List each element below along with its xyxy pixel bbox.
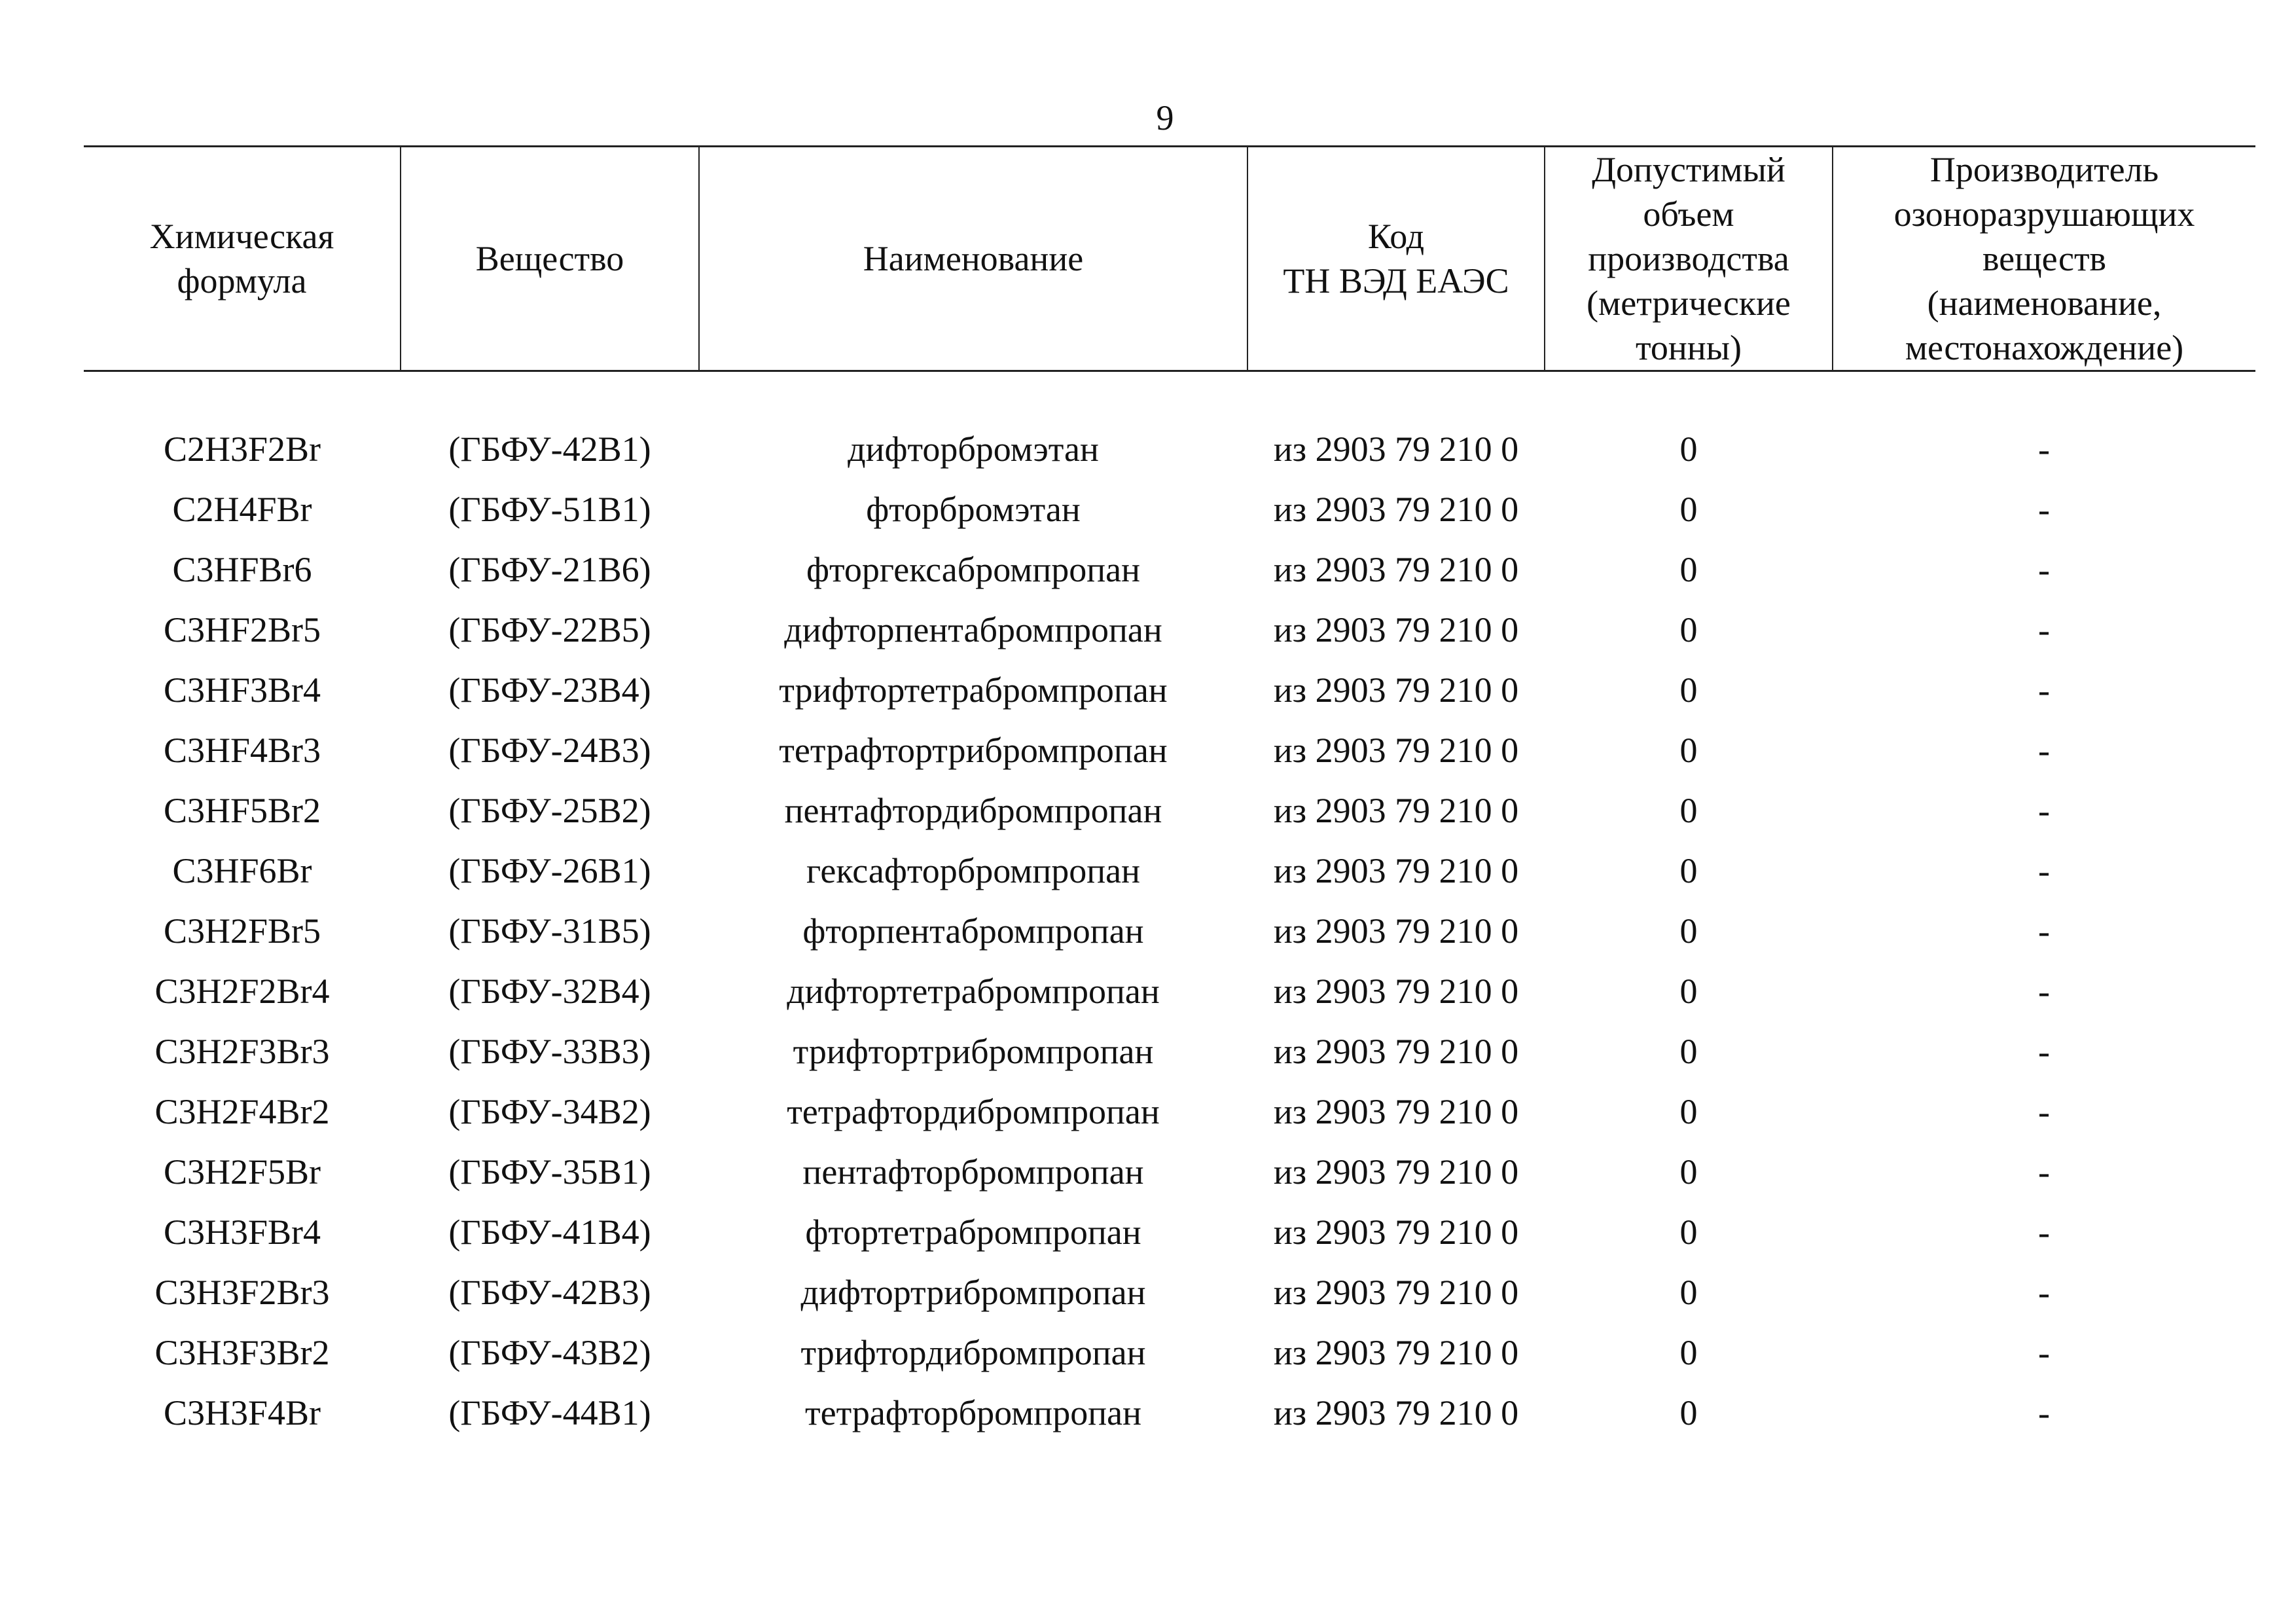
cell-code: из 2903 79 210 0 xyxy=(1273,911,1519,951)
cell-substance: (ГБФУ-44В1) xyxy=(448,1393,651,1432)
cell-code: из 2903 79 210 0 xyxy=(1273,429,1519,469)
cell-code: из 2903 79 210 0 xyxy=(1273,1393,1519,1432)
cell-substance: (ГБФУ-42В3) xyxy=(448,1273,651,1312)
cell-volume: 0 xyxy=(1679,731,1698,770)
table-row xyxy=(84,901,2255,961)
cell-producer: - xyxy=(2038,670,2050,710)
cell-volume: 0 xyxy=(1679,490,1698,529)
cell-volume: 0 xyxy=(1679,1152,1698,1192)
header-volume-label: Допустимый объем производства (метрические тонны) xyxy=(1587,150,1791,367)
substances-table xyxy=(84,145,2255,1443)
table-row xyxy=(84,1142,2255,1202)
cell-name: фторпентабромпропан xyxy=(802,911,1144,951)
header-producer-label: Производитель озоноразрушающих веществ (наименование, местонахождение) xyxy=(1893,150,2195,367)
cell-name: фторгексабромпропан xyxy=(806,550,1141,589)
cell-volume: 0 xyxy=(1679,851,1698,890)
cell-name: тетрафтордибромпропан xyxy=(787,1092,1160,1131)
cell-code: из 2903 79 210 0 xyxy=(1273,610,1519,649)
cell-producer: - xyxy=(2038,1333,2050,1372)
cell-producer: - xyxy=(2038,851,2050,890)
cell-formula: C3H2F4Br2 xyxy=(154,1092,330,1131)
table-row xyxy=(84,841,2255,901)
table-body xyxy=(84,371,2255,1444)
cell-code: из 2903 79 210 0 xyxy=(1273,1152,1519,1192)
cell-name: дифторбромэтан xyxy=(848,429,1099,469)
table-row xyxy=(84,371,2255,480)
header-code-label: Код ТН ВЭД ЕАЭС xyxy=(1283,217,1509,301)
cell-substance: (ГБФУ-24В3) xyxy=(448,731,651,770)
header-code xyxy=(1247,147,1545,371)
table-row xyxy=(84,720,2255,780)
cell-producer: - xyxy=(2038,972,2050,1011)
cell-name: гексафторбромпропан xyxy=(806,851,1141,890)
cell-volume: 0 xyxy=(1679,1032,1698,1071)
header-substance xyxy=(401,147,699,371)
cell-volume: 0 xyxy=(1679,1213,1698,1252)
cell-volume: 0 xyxy=(1679,1092,1698,1131)
cell-producer: - xyxy=(2038,1152,2050,1192)
cell-formula: C3HF5Br2 xyxy=(163,791,321,830)
cell-code: из 2903 79 210 0 xyxy=(1273,670,1519,710)
header-substance-label: Вещество xyxy=(475,239,624,278)
cell-substance: (ГБФУ-25В2) xyxy=(448,791,651,830)
cell-volume: 0 xyxy=(1679,1273,1698,1312)
cell-formula: C3H2F5Br xyxy=(163,1152,321,1192)
cell-code: из 2903 79 210 0 xyxy=(1273,550,1519,589)
table-row xyxy=(84,1202,2255,1262)
cell-name: трифтордибромпропан xyxy=(800,1333,1146,1372)
cell-formula: C3HF2Br5 xyxy=(163,610,321,649)
table-row xyxy=(84,1082,2255,1142)
cell-volume: 0 xyxy=(1679,670,1698,710)
header-name-label: Наименование xyxy=(863,239,1084,278)
cell-substance: (ГБФУ-43В2) xyxy=(448,1333,651,1372)
cell-producer: - xyxy=(2038,550,2050,589)
cell-volume: 0 xyxy=(1679,610,1698,649)
cell-substance: (ГБФУ-31В5) xyxy=(448,911,651,951)
header-producer xyxy=(1833,147,2255,371)
cell-substance: (ГБФУ-51В1) xyxy=(448,490,651,529)
cell-producer: - xyxy=(2038,791,2050,830)
table-row xyxy=(84,479,2255,539)
table-row xyxy=(84,660,2255,720)
cell-code: из 2903 79 210 0 xyxy=(1273,851,1519,890)
cell-formula: C3H3F3Br2 xyxy=(154,1333,330,1372)
cell-volume: 0 xyxy=(1679,429,1698,469)
table-row xyxy=(84,539,2255,600)
cell-code: из 2903 79 210 0 xyxy=(1273,731,1519,770)
cell-substance: (ГБФУ-34В2) xyxy=(448,1092,651,1131)
cell-name: дифтортрибромпропан xyxy=(800,1273,1146,1312)
cell-producer: - xyxy=(2038,1092,2050,1131)
table-row xyxy=(84,1383,2255,1443)
table-row xyxy=(84,600,2255,660)
cell-formula: C2H3F2Br xyxy=(163,429,321,469)
cell-substance: (ГБФУ-41В4) xyxy=(448,1213,651,1252)
cell-producer: - xyxy=(2038,1393,2050,1432)
cell-volume: 0 xyxy=(1679,1333,1698,1372)
cell-code: из 2903 79 210 0 xyxy=(1273,1213,1519,1252)
cell-code: из 2903 79 210 0 xyxy=(1273,1032,1519,1071)
cell-formula: C3HF6Br xyxy=(172,851,312,890)
cell-producer: - xyxy=(2038,1032,2050,1071)
cell-volume: 0 xyxy=(1679,1393,1698,1432)
cell-code: из 2903 79 210 0 xyxy=(1273,791,1519,830)
cell-substance: (ГБФУ-35В1) xyxy=(448,1152,651,1192)
table-header xyxy=(84,147,2255,371)
cell-substance: (ГБФУ-26В1) xyxy=(448,851,651,890)
header-formula-label: Химическая формула xyxy=(149,217,334,301)
header-formula xyxy=(84,147,401,371)
table-row xyxy=(84,780,2255,841)
cell-formula: C3H2F3Br3 xyxy=(154,1032,330,1071)
cell-name: тетрафтортрибромпропан xyxy=(779,731,1168,770)
cell-name: дифторпентабромпропан xyxy=(784,610,1162,649)
cell-formula: C3H2F2Br4 xyxy=(154,972,330,1011)
cell-formula: C3H3FBr4 xyxy=(163,1213,321,1252)
cell-name: пентафтордибромпропан xyxy=(784,791,1162,830)
cell-substance: (ГБФУ-22В5) xyxy=(448,610,651,649)
cell-name: пентафторбромпропан xyxy=(802,1152,1144,1192)
cell-producer: - xyxy=(2038,1273,2050,1312)
cell-substance: (ГБФУ-32В4) xyxy=(448,972,651,1011)
cell-producer: - xyxy=(2038,1213,2050,1252)
header-row xyxy=(84,147,2255,371)
cell-name: тетрафторбромпропан xyxy=(805,1393,1141,1432)
cell-producer: - xyxy=(2038,911,2050,951)
page-number: 9 xyxy=(1156,98,1174,137)
cell-name: фтортетрабромпропан xyxy=(805,1213,1141,1252)
table-row xyxy=(84,1262,2255,1322)
cell-code: из 2903 79 210 0 xyxy=(1273,972,1519,1011)
cell-name: трифтортетрабромпропан xyxy=(779,670,1168,710)
cell-volume: 0 xyxy=(1679,911,1698,951)
cell-substance: (ГБФУ-21В6) xyxy=(448,550,651,589)
header-name xyxy=(699,147,1247,371)
cell-substance: (ГБФУ-23В4) xyxy=(448,670,651,710)
cell-producer: - xyxy=(2038,610,2050,649)
table-row xyxy=(84,1322,2255,1383)
cell-code: из 2903 79 210 0 xyxy=(1273,1333,1519,1372)
cell-name: трифтортрибромпропан xyxy=(793,1032,1154,1071)
cell-formula: C3HF4Br3 xyxy=(163,731,321,770)
cell-volume: 0 xyxy=(1679,791,1698,830)
cell-volume: 0 xyxy=(1679,550,1698,589)
cell-formula: C3H3F4Br xyxy=(163,1393,321,1432)
cell-producer: - xyxy=(2038,490,2050,529)
cell-substance: (ГБФУ-42В1) xyxy=(448,429,651,469)
table-row xyxy=(84,961,2255,1021)
cell-name: дифтортетрабромпропан xyxy=(787,972,1160,1011)
cell-substance: (ГБФУ-33В3) xyxy=(448,1032,651,1071)
cell-formula: C3HFBr6 xyxy=(172,550,312,589)
cell-code: из 2903 79 210 0 xyxy=(1273,1273,1519,1312)
cell-formula: C3H2FBr5 xyxy=(163,911,321,951)
cell-producer: - xyxy=(2038,731,2050,770)
cell-name: фторбромэтан xyxy=(866,490,1081,529)
cell-formula: C3HF3Br4 xyxy=(163,670,321,710)
header-volume xyxy=(1545,147,1833,371)
cell-producer: - xyxy=(2038,429,2050,469)
cell-volume: 0 xyxy=(1679,972,1698,1011)
cell-formula: C2H4FBr xyxy=(172,490,312,529)
table-row xyxy=(84,1021,2255,1082)
cell-formula: C3H3F2Br3 xyxy=(154,1273,330,1312)
cell-code: из 2903 79 210 0 xyxy=(1273,1092,1519,1131)
cell-code: из 2903 79 210 0 xyxy=(1273,490,1519,529)
